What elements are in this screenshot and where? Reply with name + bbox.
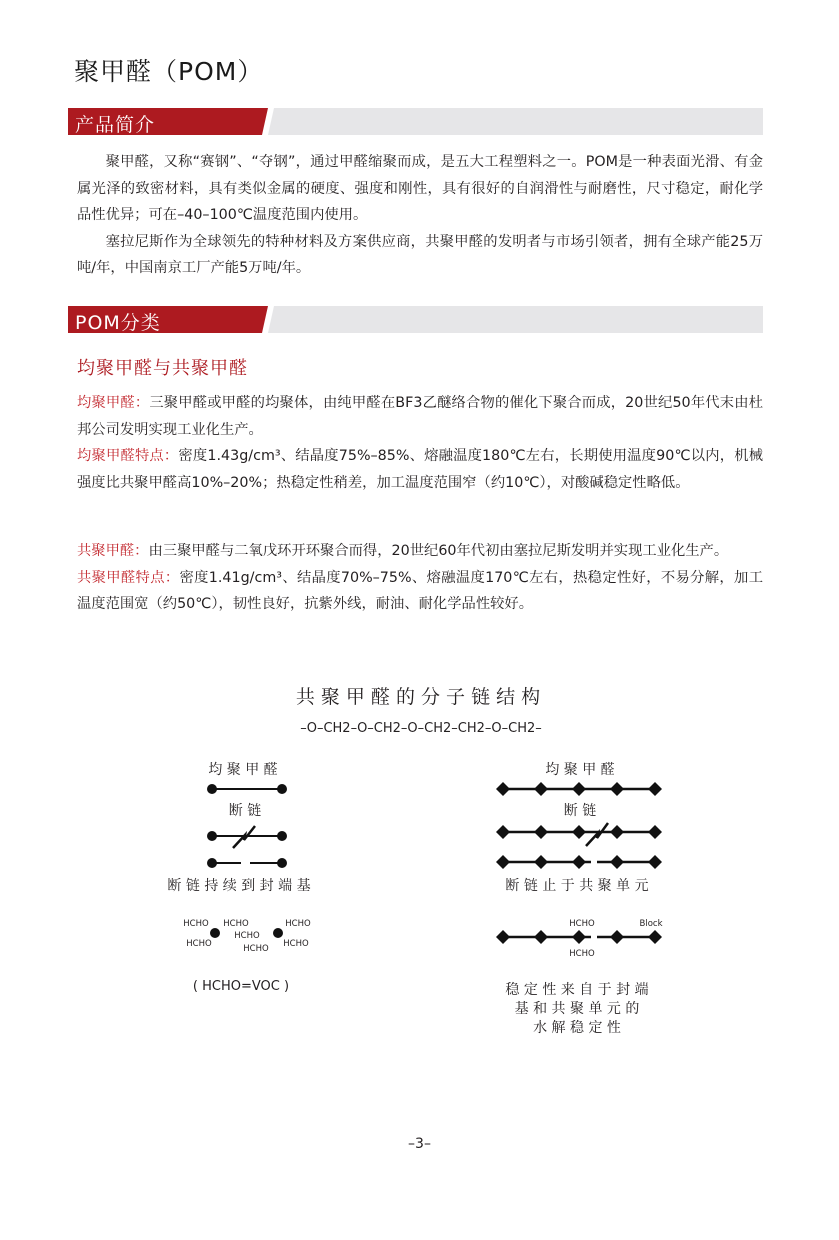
hcho-top-label: HCHO: [569, 919, 595, 929]
homopolymer-features-text: 密度1.43g/cm³、结晶度75%–85%、熔融温度180℃左右，长期使用温度90℃以内，机械强度比共聚甲醛高10%–20%；热稳定性稍差，加工温度范围窄（约10℃），对酸碱稳定性略低。: [77, 448, 764, 491]
right-conclusion-line-1: 稳 定 性 来 自 于 封 端: [505, 982, 649, 998]
chain-node-diamond: [648, 930, 662, 944]
hcho-label: HCHO: [234, 931, 260, 941]
right-chain-stable: [496, 919, 663, 959]
right-conclusion-line-3: 水 解 稳 定 性: [533, 1020, 621, 1036]
hcho-label: HCHO: [283, 939, 309, 949]
chain-node-diamond: [496, 930, 510, 944]
subheading-homo-vs-co: 均聚甲醛与共聚甲醛: [77, 358, 248, 379]
chain-node-diamond: [534, 930, 548, 944]
chain-end-dot: [207, 858, 217, 868]
section-heading-intro: 产品简介: [75, 114, 156, 136]
left-top-label: 均 聚 甲 醛: [208, 762, 278, 778]
chain-node-diamond: [534, 782, 548, 796]
chain-end-dot: [207, 784, 217, 794]
chain-node-diamond: [610, 855, 624, 869]
chain-node-diamond: [534, 825, 548, 839]
left-hcho-release: [183, 919, 311, 954]
chain-node-diamond: [496, 782, 510, 796]
chain-node-diamond: [496, 855, 510, 869]
right-break-label: 断 链: [563, 803, 597, 819]
chain-end-dot: [207, 831, 217, 841]
left-break-label: 断 链: [228, 803, 262, 819]
hcho-label: HCHO: [223, 919, 249, 929]
chain-node-diamond: [610, 930, 624, 944]
homopolymer-features-label: 均聚甲醛特点：: [77, 448, 179, 464]
chain-end-dot: [277, 784, 287, 794]
chain-node-diamond: [648, 825, 662, 839]
chain-node-diamond: [610, 825, 624, 839]
break-mark-icon: [586, 823, 608, 846]
chain-node-diamond: [534, 855, 548, 869]
block-label: Block: [639, 919, 663, 929]
chain-end-dot: [277, 858, 287, 868]
section-heading-classification: POM分类: [75, 312, 161, 334]
right-chain-breaking: [496, 823, 662, 846]
left-chain-intact: [207, 784, 287, 794]
hcho-bottom-label: HCHO: [569, 949, 595, 959]
hcho-label: HCHO: [285, 919, 311, 929]
chain-node-diamond: [572, 855, 586, 869]
intro-paragraph-1: 聚甲醛，又称“赛钢”、“夺钢”，通过甲醛缩聚而成，是五大工程塑料之一。POM是一种表面光滑、有金属光泽的致密材料，具有类似金属的硬度、强度和刚性，具有很好的自润滑性与耐磨性，尺寸稳定，耐化学品性优异；可在–40–100℃温度范围内使用。: [77, 154, 763, 223]
left-chain-breaking: [207, 826, 287, 848]
right-chain-broken: [496, 855, 662, 869]
homopolymer-label: 均聚甲醛：: [77, 395, 150, 411]
page-title: 聚甲醛（POM）: [74, 57, 264, 86]
left-note: ( HCHO=VOC ): [192, 979, 290, 994]
right-bottom-label: 断 链 止 于 共 聚 单 元: [505, 878, 649, 894]
page-number: –3–: [408, 1136, 431, 1152]
homopolymer-text: 三聚甲醛或甲醛的均聚体，由纯甲醛在BF3乙醚络合物的催化下聚合而成，20世纪50年代末由杜邦公司发明实现工业化生产。: [77, 395, 763, 438]
hcho-label: HCHO: [183, 919, 209, 929]
diagram-formula: –O–CH2–O–CH2–O–CH2–CH2–O–CH2–: [300, 721, 542, 736]
chain-node-diamond: [572, 782, 586, 796]
left-bottom-label: 断 链 持 续 到 封 端 基: [167, 878, 311, 894]
hcho-label: HCHO: [186, 939, 212, 949]
chain-node-diamond: [648, 782, 662, 796]
copolymer-features-text: 密度1.41g/cm³、结晶度70%–75%、熔融温度170℃左右，热稳定性好，不易分解，加工温度范围宽（约50℃），韧性良好，抗紫外线，耐油、耐化学品性较好。: [77, 569, 763, 612]
copolymer-label: 共聚甲醛：: [77, 543, 149, 559]
right-chain-intact: [496, 782, 662, 796]
hcho-label: HCHO: [243, 944, 269, 954]
chain-end-dot: [277, 831, 287, 841]
left-chain-broken: [207, 858, 287, 868]
copolymer-text: 由三聚甲醛与二氧戊环开环聚合而得，20世纪60年代初由塞拉尼斯发明并实现工业化生产。: [148, 543, 729, 559]
right-conclusion-line-2: 基 和 共 聚 单 元 的: [514, 1001, 640, 1017]
diagram-title: 共 聚 甲 醛 的 分 子 链 结 构: [295, 686, 541, 708]
chain-node-diamond: [648, 855, 662, 869]
chain-node-diamond: [572, 825, 586, 839]
chain-end-dot: [273, 928, 283, 938]
copolymer-features-label: 共聚甲醛特点：: [77, 569, 180, 586]
intro-paragraph-2: 塞拉尼斯作为全球领先的特种材料及方案供应商，共聚甲醛的发明者与市场引领者，拥有全球产能25万吨/年，中国南京工厂产能5万吨/年。: [77, 233, 764, 276]
chain-node-diamond: [610, 782, 624, 796]
chain-end-dot: [210, 928, 220, 938]
chain-node-diamond: [572, 930, 586, 944]
chain-node-diamond: [496, 825, 510, 839]
right-top-label: 均 聚 甲 醛: [545, 762, 615, 778]
